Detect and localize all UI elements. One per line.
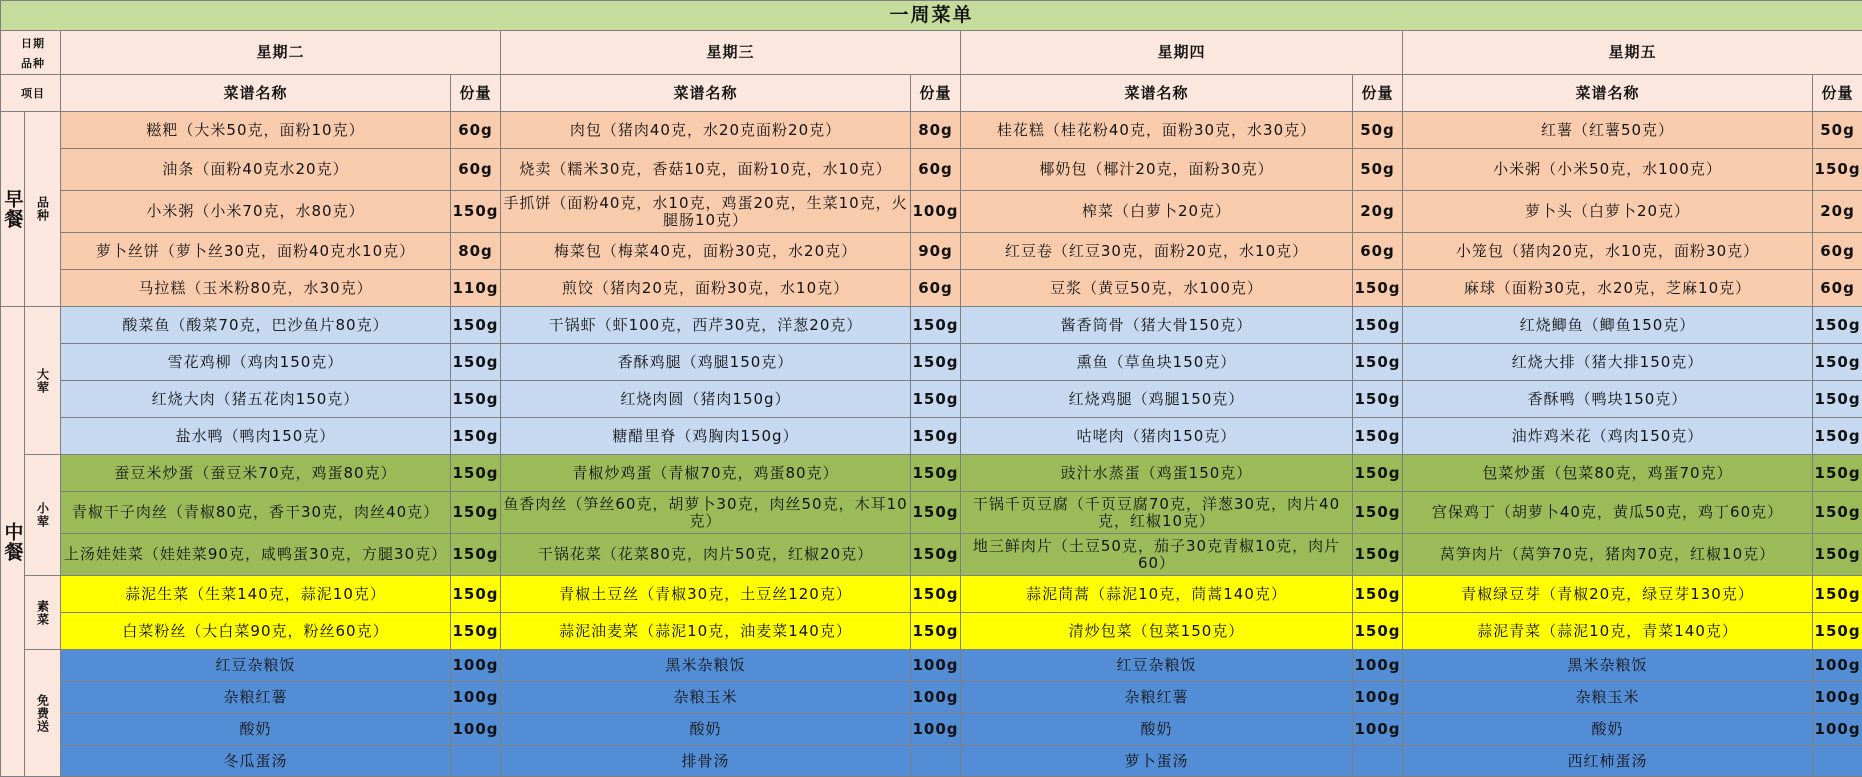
dish-quantity: 100g <box>1813 650 1862 682</box>
dish-name: 红豆卷（红豆30克，面粉20克，水10克） <box>961 233 1353 270</box>
dish-quantity: 150g <box>1353 344 1403 381</box>
dish-quantity: 150g <box>1353 492 1403 534</box>
dish-quantity: 150g <box>1353 381 1403 418</box>
dish-name: 煎饺（猪肉20克，面粉30克，水10克） <box>501 270 911 307</box>
col-qty-header: 份量 <box>911 75 961 112</box>
dish-name: 莴笋肉片（莴笋70克，猪肉70克，红椒10克） <box>1403 534 1813 576</box>
dish-quantity: 150g <box>451 534 501 576</box>
dish-name: 酸菜鱼（酸菜70克，巴沙鱼片80克） <box>61 307 451 344</box>
dish-quantity: 150g <box>911 307 961 344</box>
dish-quantity: 150g <box>1353 418 1403 455</box>
dish-quantity: 150g <box>1813 307 1862 344</box>
dish-name: 酸奶 <box>501 714 911 746</box>
dish-name: 干锅虾（虾100克，西芹30克，洋葱20克） <box>501 307 911 344</box>
dish-name: 熏鱼（草鱼块150克） <box>961 344 1353 381</box>
dish-name: 西红柿蛋汤 <box>1403 746 1813 777</box>
menu-row <box>1 714 1862 746</box>
dish-quantity: 150g <box>911 576 961 613</box>
dish-quantity: 100g <box>451 650 501 682</box>
dish-quantity: 80g <box>451 233 501 270</box>
col-name-header: 菜谱名称 <box>1403 75 1813 112</box>
col-name-header: 菜谱名称 <box>501 75 911 112</box>
dish-quantity: 150g <box>1813 149 1862 191</box>
dish-name: 肉包（猪肉40克，水20克面粉20克） <box>501 112 911 149</box>
dish-name: 咕咾肉（猪肉150克） <box>961 418 1353 455</box>
dish-quantity: 150g <box>451 381 501 418</box>
menu-row <box>1 650 1862 682</box>
dish-name: 白菜粉丝（大白菜90克，粉丝60克） <box>61 613 451 650</box>
group-breakfast-kind: 品种 <box>25 112 61 307</box>
dish-name: 酸奶 <box>1403 714 1813 746</box>
dish-name: 红薯（红薯50克） <box>1403 112 1813 149</box>
day-header-3: 星期四 <box>961 31 1403 75</box>
dish-name: 排骨汤 <box>501 746 911 777</box>
dish-name: 油炸鸡米花（鸡肉150克） <box>1403 418 1813 455</box>
dish-name: 蚕豆米炒蛋（蚕豆米70克，鸡蛋80克） <box>61 455 451 492</box>
dish-name: 蒜泥油麦菜（蒜泥10克，油麦菜140克） <box>501 613 911 650</box>
menu-row <box>1 576 1862 613</box>
col-name-header: 菜谱名称 <box>961 75 1353 112</box>
dish-name: 红烧大肉（猪五花肉150克） <box>61 381 451 418</box>
dish-name: 冬瓜蛋汤 <box>61 746 451 777</box>
menu-row <box>1 534 1862 576</box>
dish-name: 豉汁水蒸蛋（鸡蛋150克） <box>961 455 1353 492</box>
dish-name: 糍粑（大米50克，面粉10克） <box>61 112 451 149</box>
dish-quantity: 150g <box>911 534 961 576</box>
dish-quantity: 150g <box>911 492 961 534</box>
dish-quantity: 100g <box>911 191 961 233</box>
dish-name: 盐水鸭（鸭肉150克） <box>61 418 451 455</box>
menu-row <box>1 307 1862 344</box>
dish-quantity: 150g <box>1813 492 1862 534</box>
menu-row <box>1 270 1862 307</box>
day-header-1: 星期二 <box>61 31 501 75</box>
dish-name: 椰奶包（椰汁20克，面粉30克） <box>961 149 1353 191</box>
dish-quantity: 150g <box>1353 455 1403 492</box>
dish-quantity: 100g <box>1353 650 1403 682</box>
dish-quantity: 150g <box>1813 576 1862 613</box>
dish-quantity: 20g <box>1353 191 1403 233</box>
corner-item <box>1 75 61 112</box>
menu-row <box>1 613 1862 650</box>
dish-quantity <box>911 746 961 777</box>
dish-quantity: 100g <box>451 682 501 714</box>
group-big-meat: 大荤 <box>25 307 61 455</box>
dish-name: 杂粮红薯 <box>961 682 1353 714</box>
dish-name: 蒜泥茼蒿（蒜泥10克，茼蒿140克） <box>961 576 1353 613</box>
corner-date-kind <box>1 31 61 75</box>
menu-title: 一周菜单 <box>1 1 1862 31</box>
menu-row <box>1 233 1862 270</box>
dish-name: 黑米杂粮饭 <box>1403 650 1813 682</box>
dish-quantity: 150g <box>911 455 961 492</box>
dish-name: 红烧大排（猪大排150克） <box>1403 344 1813 381</box>
dish-quantity: 60g <box>451 149 501 191</box>
dish-name: 红烧鲫鱼（鲫鱼150克） <box>1403 307 1813 344</box>
dish-quantity: 150g <box>1353 307 1403 344</box>
dish-quantity: 50g <box>1353 149 1403 191</box>
dish-name: 红豆杂粮饭 <box>61 650 451 682</box>
dish-name: 干锅千页豆腐（千页豆腐70克，洋葱30克，肉片40克，红椒10克） <box>961 492 1353 534</box>
dish-name: 蒜泥青菜（蒜泥10克，青菜140克） <box>1403 613 1813 650</box>
dish-quantity: 150g <box>1813 381 1862 418</box>
dish-name: 麻球（面粉30克，水20克，芝麻10克） <box>1403 270 1813 307</box>
dish-quantity: 50g <box>1353 112 1403 149</box>
corner-date-label: 日期 <box>21 37 45 50</box>
dish-name: 宫保鸡丁（胡萝卜40克，黄瓜50克，鸡丁60克） <box>1403 492 1813 534</box>
dish-name: 榨菜（白萝卜20克） <box>961 191 1353 233</box>
dish-quantity: 150g <box>911 381 961 418</box>
dish-name: 杂粮玉米 <box>1403 682 1813 714</box>
dish-name: 酸奶 <box>961 714 1353 746</box>
dish-name: 豆浆（黄豆50克，水100克） <box>961 270 1353 307</box>
dish-quantity: 150g <box>1353 534 1403 576</box>
dish-name: 萝卜头（白萝卜20克） <box>1403 191 1813 233</box>
dish-quantity: 150g <box>1353 576 1403 613</box>
dish-name: 红烧鸡腿（鸡腿150克） <box>961 381 1353 418</box>
dish-quantity <box>1813 746 1862 777</box>
dish-quantity: 150g <box>1813 455 1862 492</box>
dish-quantity: 100g <box>911 650 961 682</box>
menu-row <box>1 191 1862 233</box>
dish-quantity <box>1353 746 1403 777</box>
col-qty-header: 份量 <box>451 75 501 112</box>
menu-row <box>1 344 1862 381</box>
dish-quantity: 150g <box>1813 613 1862 650</box>
corner-item-label: 项目 <box>21 87 45 100</box>
dish-name: 地三鲜肉片（土豆50克，茄子30克青椒10克，肉片60） <box>961 534 1353 576</box>
dish-name: 梅菜包（梅菜40克，面粉30克，水20克） <box>501 233 911 270</box>
menu-row <box>1 492 1862 534</box>
dish-quantity: 150g <box>911 613 961 650</box>
dish-name: 青椒干子肉丝（青椒80克，香干30克，肉丝40克） <box>61 492 451 534</box>
day-header-2: 星期三 <box>501 31 961 75</box>
dish-quantity: 150g <box>1813 534 1862 576</box>
dish-name: 红豆杂粮饭 <box>961 650 1353 682</box>
dish-quantity: 100g <box>1353 682 1403 714</box>
dish-name: 酱香筒骨（猪大骨150克） <box>961 307 1353 344</box>
dish-name: 雪花鸡柳（鸡肉150克） <box>61 344 451 381</box>
dish-name: 鱼香肉丝（笋丝60克，胡萝卜30克，肉丝50克，木耳10克） <box>501 492 911 534</box>
dish-name: 小米粥（小米50克，水100克） <box>1403 149 1813 191</box>
dish-quantity: 100g <box>451 714 501 746</box>
dish-name: 酸奶 <box>61 714 451 746</box>
dish-name: 萝卜丝饼（萝卜丝30克，面粉40克水10克） <box>61 233 451 270</box>
corner-kind-label: 品种 <box>21 57 45 70</box>
group-small-meat: 小荤 <box>25 455 61 576</box>
dish-quantity: 90g <box>911 233 961 270</box>
dish-name: 青椒炒鸡蛋（青椒70克，鸡蛋80克） <box>501 455 911 492</box>
dish-name: 红烧肉圆（猪肉150g） <box>501 381 911 418</box>
day-header-4: 星期五 <box>1403 31 1862 75</box>
dish-quantity: 150g <box>451 307 501 344</box>
dish-name: 青椒绿豆芽（青椒20克，绿豆芽130克） <box>1403 576 1813 613</box>
dish-name: 烧卖（糯米30克，香菇10克，面粉10克，水10克） <box>501 149 911 191</box>
dish-name: 油条（面粉40克水20克） <box>61 149 451 191</box>
col-name-header: 菜谱名称 <box>61 75 451 112</box>
dish-quantity: 60g <box>1813 233 1862 270</box>
menu-row <box>1 746 1862 777</box>
dish-quantity: 150g <box>1353 613 1403 650</box>
dish-quantity: 100g <box>1353 714 1403 746</box>
dish-quantity: 110g <box>451 270 501 307</box>
dish-quantity: 60g <box>451 112 501 149</box>
dish-quantity: 60g <box>911 270 961 307</box>
dish-quantity: 150g <box>451 418 501 455</box>
dish-name: 小米粥（小米70克，水80克） <box>61 191 451 233</box>
dish-name: 清炒包菜（包菜150克） <box>961 613 1353 650</box>
dish-quantity: 150g <box>451 492 501 534</box>
dish-quantity: 50g <box>1813 112 1862 149</box>
dish-name: 香酥鸡腿（鸡腿150克） <box>501 344 911 381</box>
dish-name: 小笼包（猪肉20克，水10克，面粉30克） <box>1403 233 1813 270</box>
menu-row <box>1 418 1862 455</box>
dish-quantity: 150g <box>1353 270 1403 307</box>
menu-row <box>1 682 1862 714</box>
dish-name: 桂花糕（桂花粉40克，面粉30克，水30克） <box>961 112 1353 149</box>
dish-quantity: 20g <box>1813 191 1862 233</box>
dish-name: 干锅花菜（花菜80克，肉片50克，红椒20克） <box>501 534 911 576</box>
dish-name: 上汤娃娃菜（娃娃菜90克，咸鸭蛋30克，方腿30克） <box>61 534 451 576</box>
dish-name: 蒜泥生菜（生菜140克，蒜泥10克） <box>61 576 451 613</box>
dish-quantity: 150g <box>451 613 501 650</box>
menu-row <box>1 381 1862 418</box>
dish-quantity: 150g <box>1813 344 1862 381</box>
dish-quantity: 100g <box>1813 714 1862 746</box>
dish-quantity: 150g <box>451 344 501 381</box>
dish-name: 青椒土豆丝（青椒30克，土豆丝120克） <box>501 576 911 613</box>
dish-quantity: 150g <box>1813 418 1862 455</box>
dish-name: 萝卜蛋汤 <box>961 746 1353 777</box>
dish-name: 手抓饼（面粉40克，水10克，鸡蛋20克，生菜10克，火腿肠10克） <box>501 191 911 233</box>
dish-name: 马拉糕（玉米粉80克，水30克） <box>61 270 451 307</box>
col-qty-header: 份量 <box>1813 75 1862 112</box>
dish-quantity: 100g <box>911 682 961 714</box>
dish-quantity: 150g <box>911 344 961 381</box>
dish-quantity: 150g <box>451 576 501 613</box>
menu-row <box>1 149 1862 191</box>
dish-name: 包菜炒蛋（包菜80克，鸡蛋70克） <box>1403 455 1813 492</box>
dish-quantity: 150g <box>451 455 501 492</box>
dish-quantity: 100g <box>1813 682 1862 714</box>
dish-quantity: 60g <box>1353 233 1403 270</box>
dish-quantity: 150g <box>451 191 501 233</box>
dish-name: 黑米杂粮饭 <box>501 650 911 682</box>
menu-row <box>1 112 1862 149</box>
section-breakfast: 早餐 <box>1 112 25 307</box>
dish-name: 杂粮红薯 <box>61 682 451 714</box>
section-lunch: 中餐 <box>1 307 25 777</box>
menu-row <box>1 455 1862 492</box>
dish-name: 糖醋里脊（鸡胸肉150g） <box>501 418 911 455</box>
dish-name: 杂粮玉米 <box>501 682 911 714</box>
dish-quantity: 100g <box>911 714 961 746</box>
group-vegetable: 素菜 <box>25 576 61 650</box>
dish-quantity <box>451 746 501 777</box>
group-free: 免费送 <box>25 650 61 777</box>
dish-quantity: 80g <box>911 112 961 149</box>
dish-name: 香酥鸭（鸭块150克） <box>1403 381 1813 418</box>
dish-quantity: 60g <box>911 149 961 191</box>
dish-quantity: 150g <box>911 418 961 455</box>
dish-quantity: 60g <box>1813 270 1862 307</box>
col-qty-header: 份量 <box>1353 75 1403 112</box>
